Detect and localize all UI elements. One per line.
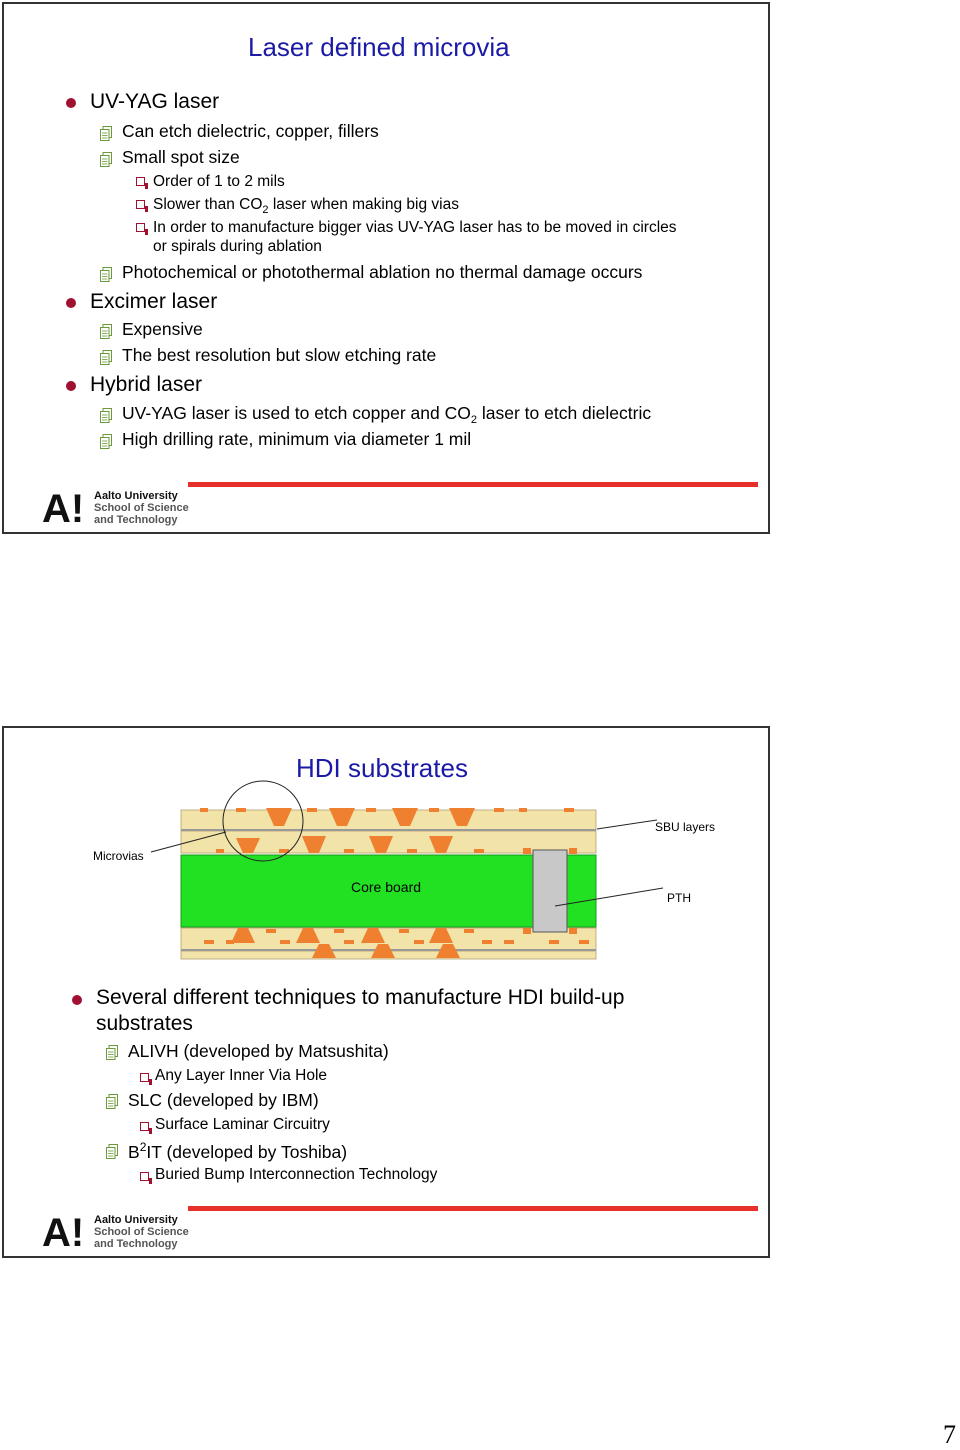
list-item: Buried Bump Interconnection Technology <box>155 1166 438 1183</box>
list-item: The best resolution but slow etching rate <box>122 345 437 365</box>
logo-line-3: and Technology <box>94 514 178 526</box>
logo-mark: A! <box>42 487 85 526</box>
text-segment: IT (developed by Toshiba) <box>146 1142 348 1162</box>
bullet-dot-icon <box>66 381 76 391</box>
logo-line-1: Aalto University <box>94 490 178 502</box>
list-item: Any Layer Inner Via Hole <box>155 1067 328 1084</box>
note-pages-icon <box>106 1094 118 1109</box>
square-bullet-icon <box>136 200 145 209</box>
note-pages-icon <box>100 152 112 167</box>
square-bullet-icon <box>140 1122 149 1131</box>
note-pages-icon <box>100 126 112 141</box>
microvias-label: Microvias <box>93 849 144 863</box>
slide-laser-microvia <box>2 2 770 534</box>
subscript: 2 <box>262 204 269 216</box>
pth-pad <box>523 928 531 934</box>
list-item-continuation: or spirals during ablation <box>153 238 322 255</box>
list-item: Photochemical or photothermal ablation no thermal damage occurs <box>122 262 643 282</box>
list-item: ALIVH (developed by Matsushita) <box>128 1041 389 1061</box>
list-item: Surface Laminar Circuitry <box>155 1116 330 1133</box>
list-item: Small spot size <box>122 147 240 167</box>
logo-line-3: and Technology <box>94 1238 178 1250</box>
list-item: In order to manufacture bigger vias UV-YAG laser has to be moved in circles <box>153 219 677 236</box>
bullet-dot-icon <box>66 98 76 108</box>
list-item <box>153 196 459 216</box>
note-pages-icon <box>100 267 112 282</box>
core-board-label: Core board <box>351 879 422 895</box>
pth-pad <box>569 928 577 934</box>
aalto-logo <box>42 1208 192 1250</box>
square-bullet-icon <box>140 1073 149 1082</box>
list-item <box>128 1140 347 1163</box>
logo-red-bar <box>188 1206 758 1211</box>
bullet-dot-icon <box>72 995 82 1005</box>
superscript: 2 <box>139 1140 147 1154</box>
list-item-continuation: substrates <box>96 1012 193 1035</box>
list-item: Excimer laser <box>90 290 218 313</box>
text-segment: UV-YAG laser is used to etch copper and CO <box>122 403 471 423</box>
square-bullet-icon <box>136 223 145 232</box>
sbu-layers-label: SBU layers <box>655 820 716 834</box>
note-pages-icon <box>106 1045 118 1060</box>
list-item: SLC (developed by IBM) <box>128 1090 319 1110</box>
slide-hdi-substrates <box>2 726 770 1258</box>
text-segment: laser to etch dielectric <box>477 403 652 423</box>
sbu-layer-top-outer <box>181 810 596 830</box>
list-item: UV-YAG laser <box>90 90 220 113</box>
pth-via <box>533 850 567 932</box>
list-item: Several different techniques to manufacture HDI build-up <box>96 986 625 1009</box>
note-pages-icon <box>100 324 112 339</box>
text-segment: laser when making big vias <box>268 196 459 213</box>
slide-title: Laser defined microvia <box>248 32 510 62</box>
pth-pad <box>523 848 531 854</box>
note-pages-icon <box>106 1144 118 1159</box>
text-segment: B <box>128 1142 140 1162</box>
pth-label: PTH <box>667 891 691 905</box>
square-bullet-icon <box>136 177 145 186</box>
aalto-logo <box>42 484 192 526</box>
list-item <box>122 403 651 426</box>
note-pages-icon <box>100 434 112 449</box>
logo-red-bar <box>188 482 758 487</box>
logo-mark: A! <box>42 1211 85 1250</box>
list-item: Expensive <box>122 319 203 339</box>
note-pages-icon <box>100 408 112 423</box>
logo-line-2: School of Science <box>94 1226 189 1238</box>
note-pages-icon <box>100 350 112 365</box>
list-item: Can etch dielectric, copper, fillers <box>122 121 379 141</box>
page-number: 7 <box>943 1420 956 1449</box>
list-item: Hybrid laser <box>90 373 203 396</box>
logo-line-1: Aalto University <box>94 1214 178 1226</box>
list-item: High drilling rate, minimum via diameter 1 mil <box>122 429 472 449</box>
text-segment: Slower than CO <box>153 196 263 213</box>
subscript: 2 <box>470 414 477 426</box>
bullet-dot-icon <box>66 298 76 308</box>
sbu-leader-line <box>597 820 657 829</box>
pth-pad <box>569 848 577 854</box>
list-item: Order of 1 to 2 mils <box>153 173 285 190</box>
slide-title: HDI substrates <box>296 753 468 783</box>
logo-line-2: School of Science <box>94 502 189 514</box>
square-bullet-icon <box>140 1172 149 1181</box>
